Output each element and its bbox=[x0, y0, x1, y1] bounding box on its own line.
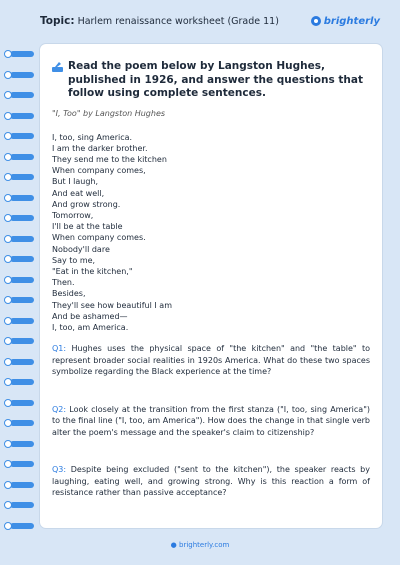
ring-icon bbox=[4, 89, 36, 101]
question-3-text: Despite being excluded ("sent to the kitchen"), the speaker reacts by laughing, eating well, and growing strong. Why is this reaction a form of resistance rather than passive acceptance? bbox=[52, 465, 370, 498]
footer-bullet-icon: ● bbox=[170, 541, 179, 549]
ring-icon bbox=[4, 520, 36, 532]
topic-value: Harlem renaissance worksheet bbox=[77, 16, 225, 27]
poem-line: Nobody'll dare bbox=[52, 244, 110, 254]
ring-icon bbox=[4, 315, 36, 327]
ring-icon bbox=[4, 499, 36, 511]
ring-icon bbox=[4, 130, 36, 142]
footer-link[interactable]: brighterly.com bbox=[179, 541, 230, 549]
header bbox=[40, 10, 380, 32]
ring-icon bbox=[4, 438, 36, 450]
poem-line: I'll be at the table bbox=[52, 222, 123, 232]
question-1-text: Hughes uses the physical space of "the kitchen" and "the table" to represent broader social realities in 1920s America. What do these two spaces symbolize regarding the Black experience at the time? bbox=[52, 344, 370, 377]
question-1-number: Q1: bbox=[52, 344, 67, 354]
grade-label: (Grade 11) bbox=[227, 16, 279, 27]
ring-icon bbox=[4, 110, 36, 122]
ring-icon bbox=[4, 274, 36, 286]
poem-line: When company comes, bbox=[52, 166, 146, 176]
question-1 bbox=[52, 343, 370, 378]
question-3 bbox=[52, 464, 370, 499]
poem-line: When company comes. bbox=[52, 233, 146, 243]
poem-line: And eat well, bbox=[52, 188, 105, 198]
poem-line: I, too, sing America. bbox=[52, 132, 133, 142]
pencil-icon bbox=[52, 61, 63, 72]
ring-icon bbox=[4, 233, 36, 245]
logo-mark-icon bbox=[311, 16, 321, 26]
poem-line: And be ashamed— bbox=[52, 311, 128, 321]
question-2-text: Look closely at the transition from the first stanza ("I, too, sing America") to the final line ("I, too, am America"). How does the change in that single verb alter the poem's message and the speaker's claim to citizenship? bbox=[52, 404, 370, 437]
ring-icon bbox=[4, 376, 36, 388]
ring-icon bbox=[4, 171, 36, 183]
poem-line: I, too, am America. bbox=[52, 322, 129, 332]
ring-icon bbox=[4, 356, 36, 368]
poem-line: I am the darker brother. bbox=[52, 143, 148, 153]
question-3-number: Q3: bbox=[52, 465, 67, 475]
topic-label: Topic: bbox=[40, 15, 75, 27]
ring-icon bbox=[4, 458, 36, 470]
worksheet-content bbox=[52, 60, 370, 499]
question-2-number: Q2: bbox=[52, 404, 67, 414]
poem-body bbox=[52, 132, 370, 334]
instruction bbox=[52, 60, 370, 101]
poem-line: They send me to the kitchen bbox=[52, 154, 167, 164]
instruction-text: Read the poem below by Langston Hughes, published in 1926, and answer the questions that follow using complete sentences. bbox=[68, 60, 363, 99]
logo-text: brighterly bbox=[323, 15, 380, 27]
notebook-rings bbox=[4, 48, 38, 548]
poem-line: Tomorrow, bbox=[52, 210, 94, 220]
ring-icon bbox=[4, 479, 36, 491]
ring-icon bbox=[4, 48, 36, 60]
brighterly-logo bbox=[311, 16, 380, 27]
poem-line: Besides, bbox=[52, 289, 86, 299]
footer bbox=[0, 541, 400, 549]
ring-icon bbox=[4, 192, 36, 204]
poem-line: Then. bbox=[52, 278, 75, 288]
topic-line bbox=[40, 15, 279, 27]
ring-icon bbox=[4, 69, 36, 81]
poem-line: Say to me, bbox=[52, 255, 96, 265]
ring-icon bbox=[4, 397, 36, 409]
poem-line: They'll see how beautiful I am bbox=[52, 300, 172, 310]
ring-icon bbox=[4, 294, 36, 306]
poem-line: But I laugh, bbox=[52, 177, 99, 187]
ring-icon bbox=[4, 151, 36, 163]
ring-icon bbox=[4, 417, 36, 429]
ring-icon bbox=[4, 212, 36, 224]
ring-icon bbox=[4, 253, 36, 265]
poem-line: And grow strong. bbox=[52, 199, 121, 209]
question-2 bbox=[52, 404, 370, 439]
poem-title: "I, Too" by Langston Hughes bbox=[52, 108, 166, 118]
ring-icon bbox=[4, 335, 36, 347]
poem-line: "Eat in the kitchen," bbox=[52, 266, 133, 276]
